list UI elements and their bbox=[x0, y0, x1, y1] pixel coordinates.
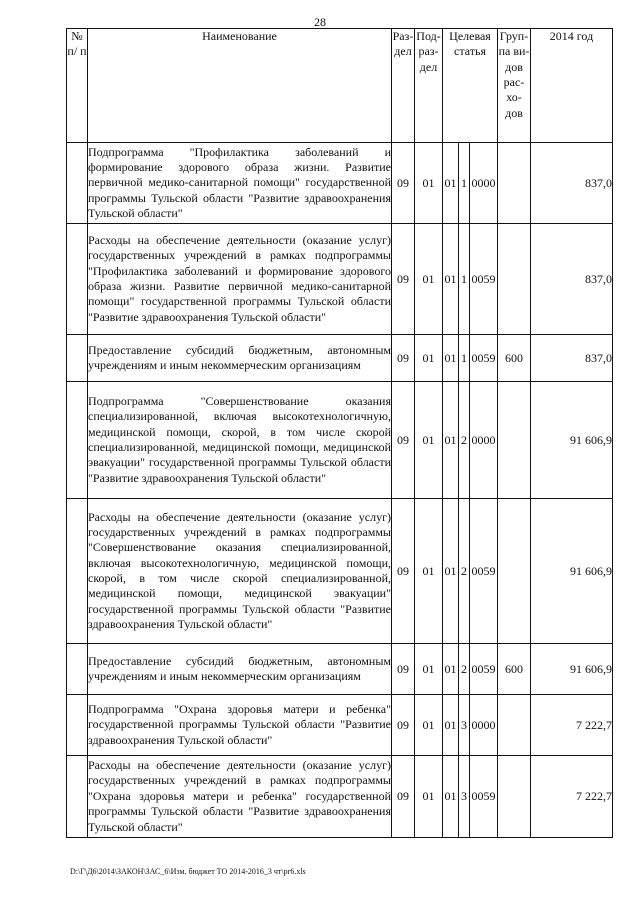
row-target-article-part2-cell: 1 bbox=[459, 224, 470, 335]
table-row bbox=[67, 382, 613, 499]
row-amount-cell: 91 606,9 bbox=[531, 644, 613, 695]
row-section-cell: 09 bbox=[392, 335, 415, 382]
header-num: № п/ п bbox=[67, 29, 88, 143]
header-target-article: Целевая статья bbox=[443, 29, 498, 143]
table-row bbox=[67, 756, 613, 838]
row-target-article-part3-cell: 0059 bbox=[470, 644, 498, 695]
row-target-article-part3-cell: 0059 bbox=[470, 756, 498, 838]
row-number-cell bbox=[67, 695, 88, 756]
row-target-article-part1-cell: 01 bbox=[443, 143, 459, 224]
row-subsection-cell: 01 bbox=[415, 644, 443, 695]
row-number-cell bbox=[67, 756, 88, 838]
row-name-cell: Подпрограмма "Профилактика заболеваний и формирование здорового образа жизни. Развитие первичной медико-санитарной помощи" государственной программы Тульской области "Развитие здравоохранения Тульской области" bbox=[88, 143, 392, 224]
table-row bbox=[67, 143, 613, 224]
row-amount-cell: 91 606,9 bbox=[531, 499, 613, 644]
row-target-article-part2-cell: 3 bbox=[459, 695, 470, 756]
row-amount-cell: 7 222,7 bbox=[531, 695, 613, 756]
row-target-article-part2-cell: 2 bbox=[459, 382, 470, 499]
row-target-article-part3-cell: 0059 bbox=[470, 499, 498, 644]
row-target-article-part2-cell: 1 bbox=[459, 335, 470, 382]
row-target-article-part1-cell: 01 bbox=[443, 499, 459, 644]
row-expense-group-cell bbox=[498, 499, 531, 644]
table-row bbox=[67, 499, 613, 644]
table-row bbox=[67, 695, 613, 756]
row-target-article-part1-cell: 01 bbox=[443, 382, 459, 499]
row-target-article-part1-cell: 01 bbox=[443, 224, 459, 335]
row-number-cell bbox=[67, 335, 88, 382]
row-expense-group-cell bbox=[498, 224, 531, 335]
row-section-cell: 09 bbox=[392, 224, 415, 335]
row-target-article-part3-cell: 0059 bbox=[470, 224, 498, 335]
row-name-cell: Расходы на обеспечение деятельности (оказание услуг) государственных учреждений в рамках подпрограммы "Охрана здоровья матери и ребенка" государственной программы Тульской области "Развитие здравоохранения Тульской области" bbox=[88, 756, 392, 838]
row-expense-group-cell bbox=[498, 695, 531, 756]
file-path-footer: D:\Г\Д6\2014\ЗАКОН\ЗАС_6\Изм. бюджет ТО 2014-2016_3 чт\pr6.xls bbox=[70, 867, 306, 876]
row-number-cell bbox=[67, 224, 88, 335]
table-row bbox=[67, 644, 613, 695]
header-subsection: Под-раз-дел bbox=[415, 29, 443, 143]
row-expense-group-cell: 600 bbox=[498, 335, 531, 382]
header-section: Раз-дел bbox=[392, 29, 415, 143]
row-expense-group-cell bbox=[498, 143, 531, 224]
row-expense-group-cell: 600 bbox=[498, 644, 531, 695]
row-amount-cell: 91 606,9 bbox=[531, 382, 613, 499]
table-body bbox=[67, 143, 613, 838]
row-expense-group-cell bbox=[498, 382, 531, 499]
row-target-article-part2-cell: 2 bbox=[459, 644, 470, 695]
row-subsection-cell: 01 bbox=[415, 224, 443, 335]
row-target-article-part3-cell: 0000 bbox=[470, 695, 498, 756]
row-subsection-cell: 01 bbox=[415, 335, 443, 382]
row-subsection-cell: 01 bbox=[415, 499, 443, 644]
row-section-cell: 09 bbox=[392, 644, 415, 695]
row-name-cell: Подпрограмма "Охрана здоровья матери и ребенка" государственной программы Тульской области "Развитие здравоохранения Тульской области" bbox=[88, 695, 392, 756]
row-number-cell bbox=[67, 143, 88, 224]
table-row bbox=[67, 224, 613, 335]
row-amount-cell: 837,0 bbox=[531, 335, 613, 382]
row-section-cell: 09 bbox=[392, 143, 415, 224]
page-number: 28 bbox=[314, 15, 326, 29]
row-target-article-part3-cell: 0000 bbox=[470, 382, 498, 499]
row-section-cell: 09 bbox=[392, 756, 415, 838]
row-subsection-cell: 01 bbox=[415, 756, 443, 838]
header-year: 2014 год bbox=[531, 29, 613, 143]
row-target-article-part1-cell: 01 bbox=[443, 695, 459, 756]
row-number-cell bbox=[67, 382, 88, 499]
row-target-article-part2-cell: 3 bbox=[459, 756, 470, 838]
table-row bbox=[67, 335, 613, 382]
row-name-cell: Подпрограмма "Совершенствование оказания специализированной, включая высокотехнологичную, медицинской помощи, скорой, в том числе скорой специализированной, медицинской помощи, медицинской эвакуации" государственной программы Тульской области "Развитие здравоохранения Тульской области" bbox=[88, 382, 392, 499]
row-target-article-part1-cell: 01 bbox=[443, 335, 459, 382]
header-name: Наименование bbox=[88, 29, 392, 143]
row-subsection-cell: 01 bbox=[415, 143, 443, 224]
row-target-article-part2-cell: 2 bbox=[459, 499, 470, 644]
row-subsection-cell: 01 bbox=[415, 695, 443, 756]
row-section-cell: 09 bbox=[392, 695, 415, 756]
row-target-article-part1-cell: 01 bbox=[443, 644, 459, 695]
row-name-cell: Предоставление субсидий бюджетным, автономным учреждениям и иным некоммерческим организациям bbox=[88, 335, 392, 382]
row-name-cell: Расходы на обеспечение деятельности (оказание услуг) государственных учреждений в рамках подпрограммы "Совершенствование оказания специализированной, включая высокотехнологичную, медицинской помощи, скорой, в том числе скорой специализированной, медицинской помощи, медицинской эвакуации" государственной программы Тульской области "Развитие здравоохранения Тульской области" bbox=[88, 499, 392, 644]
row-target-article-part3-cell: 0059 bbox=[470, 335, 498, 382]
row-amount-cell: 7 222,7 bbox=[531, 756, 613, 838]
row-name-cell: Расходы на обеспечение деятельности (оказание услуг) государственных учреждений в рамках подпрограммы "Профилактика заболеваний и формирование здорового образа жизни. Развитие первичной медико-санитарной помощи" государственной программы Тульской области "Развитие здравоохранения Тульской области" bbox=[88, 224, 392, 335]
table-header-row bbox=[67, 29, 613, 143]
row-target-article-part3-cell: 0000 bbox=[470, 143, 498, 224]
row-target-article-part2-cell: 1 bbox=[459, 143, 470, 224]
row-amount-cell: 837,0 bbox=[531, 143, 613, 224]
row-subsection-cell: 01 bbox=[415, 382, 443, 499]
row-amount-cell: 837,0 bbox=[531, 224, 613, 335]
row-number-cell bbox=[67, 644, 88, 695]
row-target-article-part1-cell: 01 bbox=[443, 756, 459, 838]
row-name-cell: Предоставление субсидий бюджетным, автономным учреждениям и иным некоммерческим организациям bbox=[88, 644, 392, 695]
row-section-cell: 09 bbox=[392, 499, 415, 644]
row-expense-group-cell bbox=[498, 756, 531, 838]
header-expense-group: Груп-па ви-дов рас-хо-дов bbox=[498, 29, 531, 143]
row-number-cell bbox=[67, 499, 88, 644]
budget-table bbox=[66, 28, 613, 838]
row-section-cell: 09 bbox=[392, 382, 415, 499]
